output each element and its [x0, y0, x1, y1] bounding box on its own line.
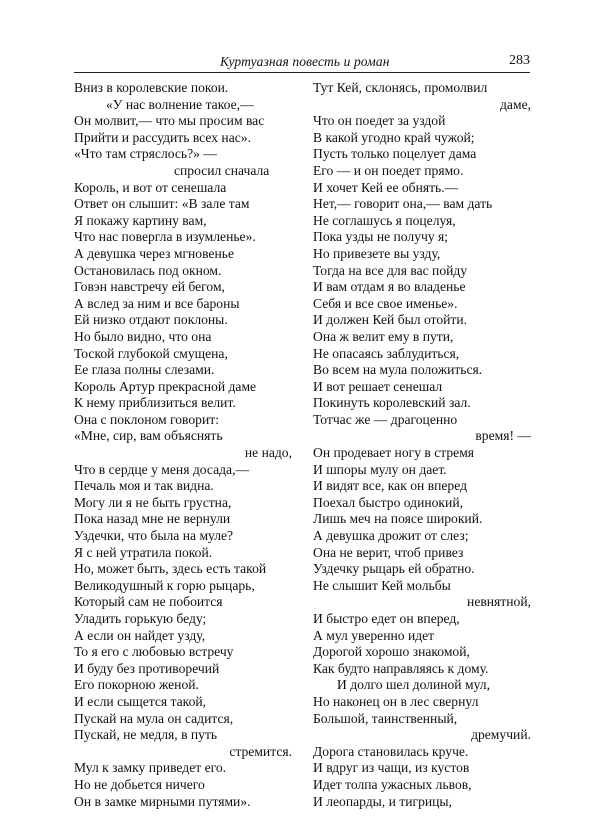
verse-line: дремучий.	[471, 727, 531, 743]
running-header	[74, 50, 530, 73]
verse-line: Но не добьется ничего	[74, 776, 205, 792]
verse-line: даме,	[500, 96, 531, 112]
verse-line: Уздечку рыцарь ей обратно.	[313, 561, 475, 577]
verse-line: А мул уверенно идет	[313, 627, 435, 643]
verse-line: Король Артур прекрасной даме	[74, 378, 257, 394]
verse-line: Она не верит, чтоб привез	[313, 544, 464, 560]
verse-line: И вам отдам я во владенье	[313, 279, 466, 295]
verse-line: Нет,— говорит она,— вам дать	[313, 196, 493, 212]
verse-line: Что в сердце у меня досада,—	[74, 461, 250, 477]
verse-line: Его покорною женой.	[74, 677, 199, 693]
verse-line: Могу ли я не быть грустна,	[74, 494, 232, 510]
verse-line: Тогда на все для вас пойду	[313, 262, 468, 278]
verse-line: Остановилась под окном.	[74, 262, 222, 278]
verse-line: И леопарды, и тигрицы,	[313, 793, 452, 809]
verse-line: А девушка дрожит от слез;	[313, 528, 469, 544]
verse-line: время! —	[475, 428, 531, 444]
verse-line: не надо,	[244, 445, 292, 461]
verse-line: Большой, таинственный,	[313, 710, 458, 726]
verse-line: Ее глаза полны слезами.	[74, 362, 215, 378]
verse-line: Тоской глубокой смущена,	[74, 345, 228, 361]
left-column	[74, 80, 292, 810]
running-title: Куртуазная повесть и роман	[220, 54, 390, 69]
verse-line: А девушка через мгновенье	[74, 245, 234, 261]
verse-line: Который сам не побоится	[74, 594, 223, 610]
verse-line: Ответ он слышит: «В зале там	[74, 196, 250, 212]
verse-line: Что он поедет за уздой	[313, 113, 446, 129]
verse-line: Уладить горькую беду;	[74, 611, 207, 626]
verse-line: Лишь меч на поясе широкий.	[313, 511, 483, 527]
verse-line: И вот решает сенешал	[313, 378, 443, 394]
verse-line: Пока назад мне не вернули	[74, 511, 231, 527]
verse-line: Я покажу картину вам,	[74, 212, 207, 228]
verse-line: Он в замке мирными путями».	[74, 793, 251, 809]
page-number: 283	[509, 53, 530, 68]
verse-line: Я с ней утратила покой.	[74, 544, 213, 560]
verse-line: И буду без противоречий	[74, 660, 220, 676]
verse-line: Но, может быть, здесь есть такой	[74, 561, 267, 577]
verse-line: Она ж велит ему в пути,	[313, 328, 454, 344]
verse-line: То я его с любовью встречу	[74, 644, 234, 660]
verse-line: Не опасаясь заблудиться,	[313, 345, 460, 361]
verse-line: Его — и он поедет прямо.	[313, 162, 464, 178]
verse-line: Как будто направляясь к дому.	[313, 660, 489, 676]
verse-line: Пускай на мула он садится,	[74, 710, 234, 726]
verse-line: Говэн навстречу ей бегом,	[74, 279, 225, 295]
verse-line: Дорога становилась круче.	[313, 743, 469, 759]
verse-line: невнятной,	[467, 594, 531, 610]
verse-line: спросил сначала	[174, 162, 270, 178]
verse-line: Тотчас же — драгоценно	[313, 411, 458, 427]
verse-line: Король, и вот от сенешала	[74, 179, 227, 195]
verse-line: И если сыщется такой,	[74, 693, 207, 709]
verse-line: Покинуть королевский зал.	[313, 395, 471, 411]
verse-line: И долго шел долиной мул,	[337, 677, 490, 693]
verse-line: Себя и все свое именье».	[313, 295, 458, 311]
verse-line: И шпоры мулу он дает.	[313, 461, 447, 477]
verse-line: Что нас повергла в изумленье».	[74, 229, 256, 245]
verse-line: Но было видно, что она	[74, 328, 212, 344]
right-column	[313, 80, 531, 810]
verse-line: Он молвит,— что мы просим вас	[74, 113, 265, 129]
verse-line: Идет толпа ужасных львов,	[313, 776, 472, 792]
verse-line: А вслед за ним и все бароны	[74, 295, 240, 311]
verse-line: Прийти и рассудить всех нас».	[74, 129, 251, 145]
verse-line: Пока узды не получу я;	[313, 229, 449, 245]
verse-line: «У нас волнение такое,—	[106, 96, 254, 112]
verse-line: Не соглашусь я поцелуя,	[313, 212, 456, 228]
verse-line: Пускай, не медля, в путь	[74, 727, 218, 743]
verse-line: Вниз в королевские покои.	[74, 80, 229, 95]
verse-line: И быстро едет он вперед,	[313, 611, 460, 626]
verse-line: Уздечки, что была на муле?	[74, 528, 234, 544]
verse-line: Пусть только поцелует дама	[313, 146, 477, 162]
verse-line: Но наконец он в лес свернул	[313, 693, 479, 709]
verse-line: А если он найдет узду,	[74, 627, 206, 643]
verse-line: К нему приблизиться велит.	[74, 395, 236, 411]
verse-line: Печаль моя и так видна.	[74, 478, 214, 494]
verse-line: «Мне, сир, вам объяснять	[74, 428, 223, 444]
verse-line: В какой угодно край чужой;	[313, 129, 475, 145]
verse-line: Он продевает ногу в стремя	[313, 445, 475, 461]
verse-line: Она с поклоном говорит:	[74, 411, 219, 427]
verse-line: И вдруг из чащи, из кустов	[313, 760, 470, 776]
verse-line: Поехал быстро одинокий,	[313, 494, 463, 510]
verse-line: Не слышит Кей мольбы	[313, 577, 451, 593]
verse-line: И должен Кей был отойти.	[313, 312, 468, 328]
verse-line: Тут Кей, склонясь, промолвил	[313, 80, 488, 95]
verse-line: Мул к замку приведет его.	[74, 760, 227, 776]
verse-line: стремится.	[229, 743, 292, 759]
verse-line: И хочет Кей ее обнять.—	[313, 179, 459, 195]
verse-line: «Что там стряслось?» —	[74, 146, 217, 162]
verse-line: Во всем на мула положиться.	[313, 362, 483, 378]
verse-line: Но привезете вы узду,	[313, 245, 441, 261]
verse-line: Великодушный к горю рыцарь,	[74, 577, 255, 593]
verse-line: Дорогой хорошо знакомой,	[313, 644, 470, 660]
verse-line: И видят все, как он вперед	[313, 478, 467, 494]
verse-line: Ей низко отдают поклоны.	[74, 312, 228, 328]
